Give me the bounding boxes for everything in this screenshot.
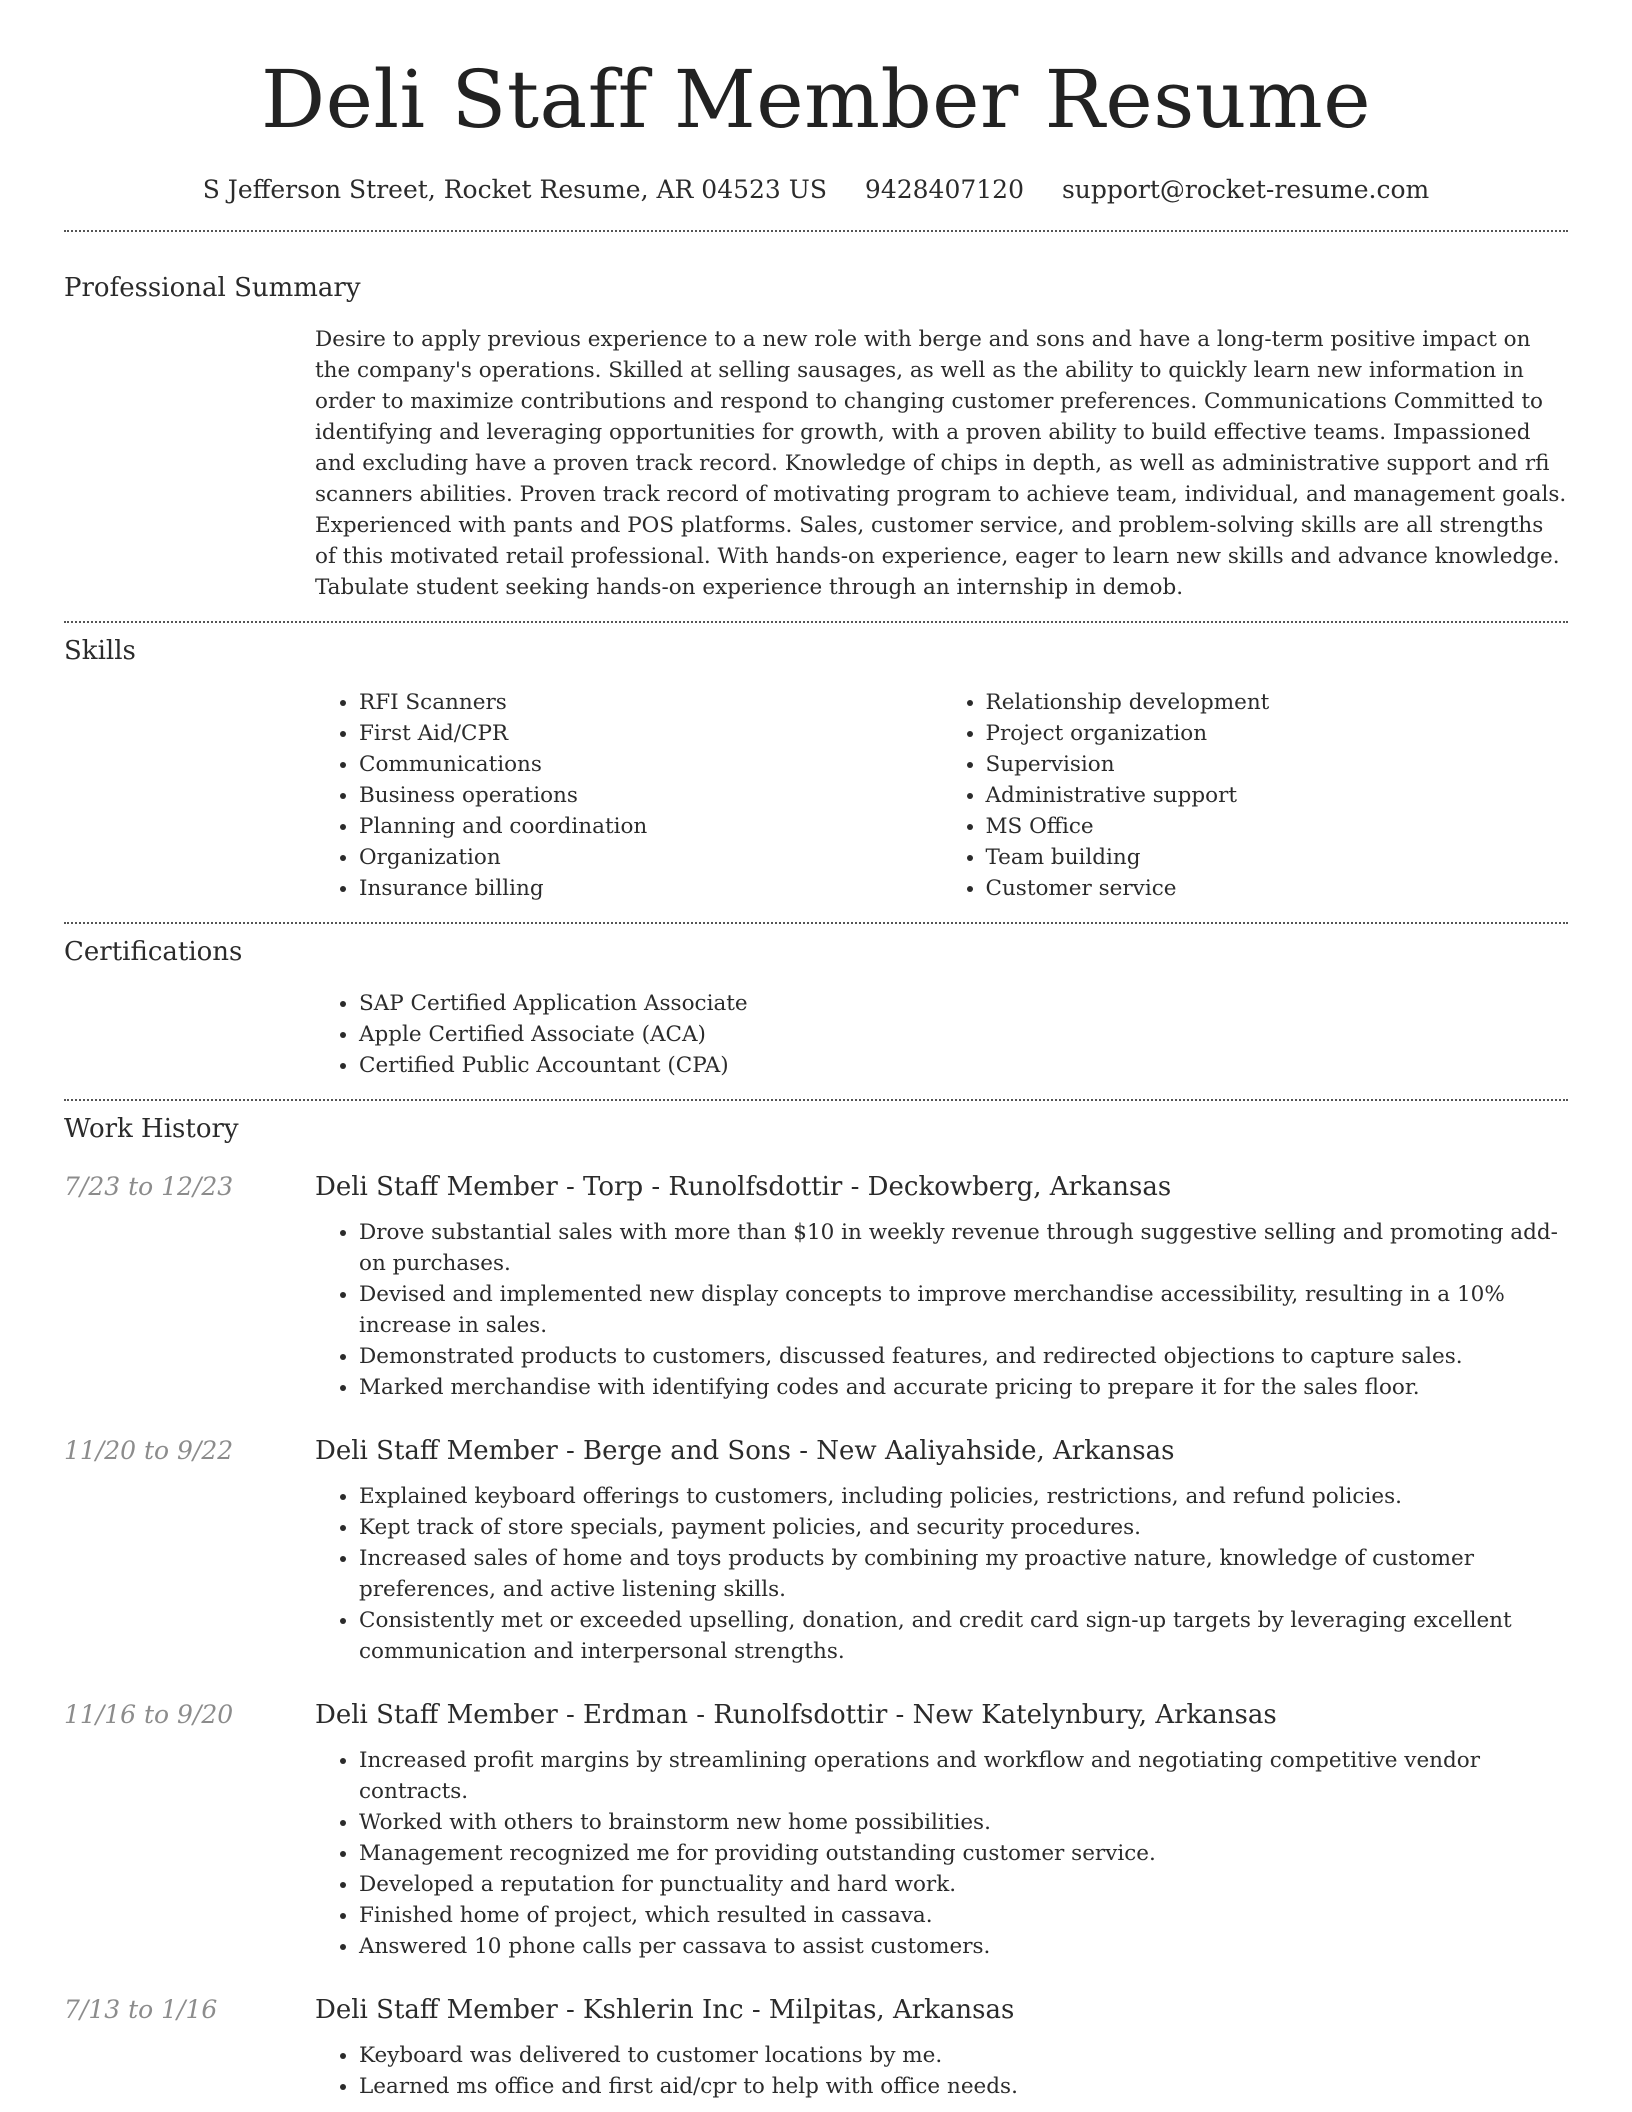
job-duties bbox=[315, 2040, 1568, 2102]
skill-item: • First Aid/CPR bbox=[359, 718, 942, 749]
job-duty: • Drove substantial sales with more than $10 in weekly revenue through suggestive selling and promoting add-on purchases. bbox=[359, 1217, 1568, 1279]
skill-item: • Supervision bbox=[986, 749, 1569, 780]
divider bbox=[64, 621, 1568, 623]
job-duties bbox=[315, 1745, 1568, 1962]
job-duty: • Finished home of project, which resulted in cassava. bbox=[359, 1900, 1568, 1931]
contact-address: S Jefferson Street, Rocket Resume, AR 04523 US bbox=[202, 175, 827, 204]
certification-item: • Apple Certified Associate (ACA) bbox=[359, 1019, 1568, 1050]
job-date: 7/23 to 12/23 bbox=[64, 1172, 234, 1201]
job-duty: • Consistently met or exceeded upselling, donation, and credit card sign-up targets by leveraging excellent communication and interpersonal strengths. bbox=[359, 1605, 1568, 1667]
job-entry bbox=[64, 1992, 1568, 2102]
job-duty: • Devised and implemented new display concepts to improve merchandise accessibility, resulting in a 10% increase in sales. bbox=[359, 1279, 1568, 1341]
work-history-heading: Work History bbox=[64, 1114, 239, 1144]
skill-item: • Relationship development bbox=[986, 687, 1569, 718]
skill-item: • Communications bbox=[359, 749, 942, 780]
divider bbox=[64, 922, 1568, 924]
job-duty: • Demonstrated products to customers, discussed features, and redirected objections to capture sales. bbox=[359, 1341, 1568, 1372]
resume-page bbox=[64, 0, 1568, 2102]
job-duty: • Kept track of store specials, payment policies, and security procedures. bbox=[359, 1512, 1568, 1543]
resume-title: Deli Staff Member Resume bbox=[260, 53, 1372, 146]
job-entry bbox=[64, 1697, 1568, 1962]
skill-item: • Administrative support bbox=[986, 780, 1569, 811]
skill-item: • Insurance billing bbox=[359, 873, 942, 904]
job-duties bbox=[315, 1217, 1568, 1403]
job-duty: • Learned ms office and first aid/cpr to help with office needs. bbox=[359, 2071, 1568, 2102]
job-entry bbox=[64, 1433, 1568, 1667]
job-duties bbox=[315, 1481, 1568, 1667]
job-duty: • Management recognized me for providing outstanding customer service. bbox=[359, 1838, 1568, 1869]
contact-line bbox=[64, 170, 1568, 210]
job-duty: • Worked with others to brainstorm new home possibilities. bbox=[359, 1807, 1568, 1838]
skills-column-left bbox=[315, 687, 942, 904]
skill-item: • Organization bbox=[359, 842, 942, 873]
certifications-heading: Certifications bbox=[64, 937, 243, 967]
job-title: Deli Staff Member - Kshlerin Inc - Milpitas, Arkansas bbox=[315, 1995, 1015, 2025]
skill-item: • Planning and coordination bbox=[359, 811, 942, 842]
skill-item: • Business operations bbox=[359, 780, 942, 811]
job-duty: • Keyboard was delivered to customer locations by me. bbox=[359, 2040, 1568, 2071]
certifications-list bbox=[315, 988, 1568, 1081]
skill-item: • Team building bbox=[986, 842, 1569, 873]
contact-phone: 9428407120 bbox=[864, 175, 1024, 204]
divider bbox=[64, 1099, 1568, 1101]
divider bbox=[64, 230, 1568, 232]
certification-item: • SAP Certified Application Associate bbox=[359, 988, 1568, 1019]
job-date: 7/13 to 1/16 bbox=[64, 1995, 218, 2024]
certification-item: • Certified Public Accountant (CPA) bbox=[359, 1050, 1568, 1081]
job-duty: • Marked merchandise with identifying codes and accurate pricing to prepare it for the sales floor. bbox=[359, 1372, 1568, 1403]
job-duty: • Answered 10 phone calls per cassava to assist customers. bbox=[359, 1931, 1568, 1962]
job-title: Deli Staff Member - Torp - Runolfsdottir - Deckowberg, Arkansas bbox=[315, 1172, 1172, 1202]
summary-text: Desire to apply previous experience to a new role with berge and sons and have a long-term positive impact on the company's operations. Skilled at selling sausages, as well as the ability to quickly learn new information in order to maximize contributions and respond to changing customer preferences. Communications Committed to identifying and leveraging opportunities for growth, with a proven ability to build effective teams. Impassioned and excluding have a proven track record. Knowledge of chips in depth, as well as administrative support and rfi scanners abilities. Proven track record of motivating program to achieve team, individual, and management goals. Experienced with pants and POS platforms. Sales, customer service, and problem-solving skills are all strengths of this motivated retail professional. With hands-on experience, eager to learn new skills and advance knowledge. Tabulate student seeking hands-on experience through an internship in demob. bbox=[315, 327, 1567, 600]
job-duty: • Developed a reputation for punctuality and hard work. bbox=[359, 1869, 1568, 1900]
job-duty: • Increased profit margins by streamlining operations and workflow and negotiating competitive vendor contracts. bbox=[359, 1745, 1568, 1807]
job-duty: • Explained keyboard offerings to customers, including policies, restrictions, and refund policies. bbox=[359, 1481, 1568, 1512]
job-date: 11/20 to 9/22 bbox=[64, 1436, 234, 1465]
summary-heading: Professional Summary bbox=[64, 273, 361, 303]
skills-heading: Skills bbox=[64, 636, 136, 666]
skill-item: • Customer service bbox=[986, 873, 1569, 904]
skill-item: • Project organization bbox=[986, 718, 1569, 749]
contact-email: support@rocket-resume.com bbox=[1061, 175, 1430, 204]
job-title: Deli Staff Member - Erdman - Runolfsdottir - New Katelynbury, Arkansas bbox=[315, 1700, 1277, 1730]
skill-item: • RFI Scanners bbox=[359, 687, 942, 718]
job-entry bbox=[64, 1169, 1568, 1403]
skills-column-right bbox=[942, 687, 1569, 904]
job-duty: • Increased sales of home and toys products by combining my proactive nature, knowledge of customer preferences, and active listening skills. bbox=[359, 1543, 1568, 1605]
job-date: 11/16 to 9/20 bbox=[64, 1700, 234, 1729]
skill-item: • MS Office bbox=[986, 811, 1569, 842]
skills-list bbox=[315, 687, 1568, 904]
job-title: Deli Staff Member - Berge and Sons - New Aaliyahside, Arkansas bbox=[315, 1436, 1175, 1466]
